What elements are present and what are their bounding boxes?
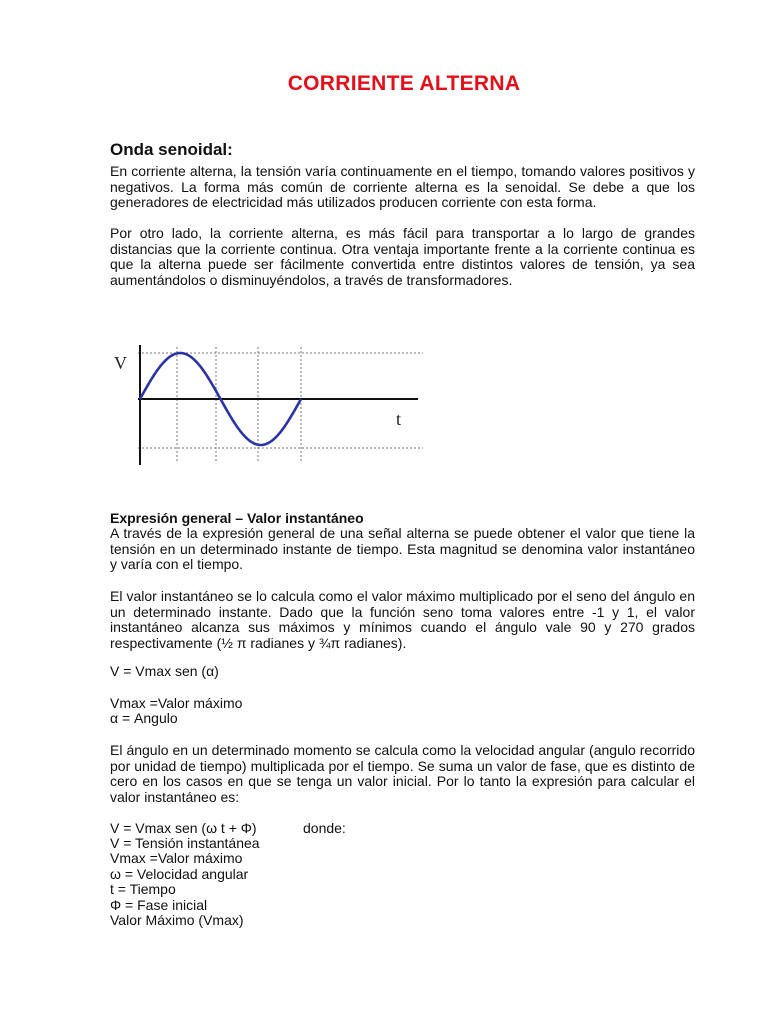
- definition-item: V = Tensión instantánea: [110, 835, 260, 851]
- y-axis-label: V: [114, 353, 127, 373]
- definition-item: Vmax =Valor máximo: [110, 850, 243, 866]
- definition-item: Valor Máximo (Vmax): [110, 912, 244, 928]
- paragraph-intro: En corriente alterna, la tensión varía continuamente en el tiempo, tomando valores positivos y negativos. La forma más común de corriente alterna es la senoidal. Se debe a que los generadores de electricidad más utilizados producen corriente con esta forma.: [110, 163, 695, 211]
- section-heading: Onda senoidal:: [110, 140, 233, 159]
- paragraph-expression: A través de la expresión general de una señal alterna se puede obtener el valor que tiene la tensión en un determinado instante de tiempo. Esta magnitud se denomina valor instantáneo y varía con el tiempo.: [110, 525, 695, 573]
- definition-item: t = Tiempo: [110, 881, 176, 897]
- definition-vmax: Vmax =Valor máximo: [110, 695, 243, 711]
- definition-item: Φ = Fase inicial: [110, 897, 208, 913]
- definition-alpha: α = Angulo: [110, 710, 178, 726]
- paragraph-transport: Por otro lado, la corriente alterna, es más fácil para transportar a lo largo de grandes distancias que la corriente continua. Otra ventaja importante frente a la corriente continua es que la alterna puede ser fácilmente convertida entre distintos valores de tensión, ya sea aumentándolos o disminuyéndolos, a través de transformadores.: [110, 225, 695, 288]
- x-axis-label: t: [396, 409, 402, 429]
- page-title: CORRIENTE ALTERNA: [287, 72, 521, 95]
- formula-basic: V = Vmax sen (α): [110, 663, 219, 679]
- sine-wave-figure: [108, 335, 428, 467]
- sub-heading: Expresión general – Valor instantáneo: [110, 510, 364, 526]
- paragraph-angle: El ángulo en un determinado momento se calcula como la velocidad angular (angulo recorrido por unidad de tiempo) multiplicada por el tiempo. Se suma un valor de fase, que es distinto de cero en los casos en que se tenga un valor inicial. Por lo tanto la expresión para calcular el valor instantáneo es:: [110, 742, 695, 805]
- formula-donde: donde:: [303, 820, 346, 836]
- figure-gridlines: [138, 347, 423, 463]
- definition-item: ω = Velocidad angular: [110, 866, 249, 882]
- paragraph-instant-value: El valor instantáneo se lo calcula como el valor máximo multiplicado por el seno del ángulo en un determinado instante. Dado que la función seno toma valores entre -1 y 1, el valor instantáneo alcanza sus máximos y mínimos cuando el ángulo vale 90 y 270 grados respectivamente (½ π radianes y ¾π radianes).: [110, 588, 695, 651]
- formula-full: V = Vmax sen (ω t + Φ): [110, 820, 257, 836]
